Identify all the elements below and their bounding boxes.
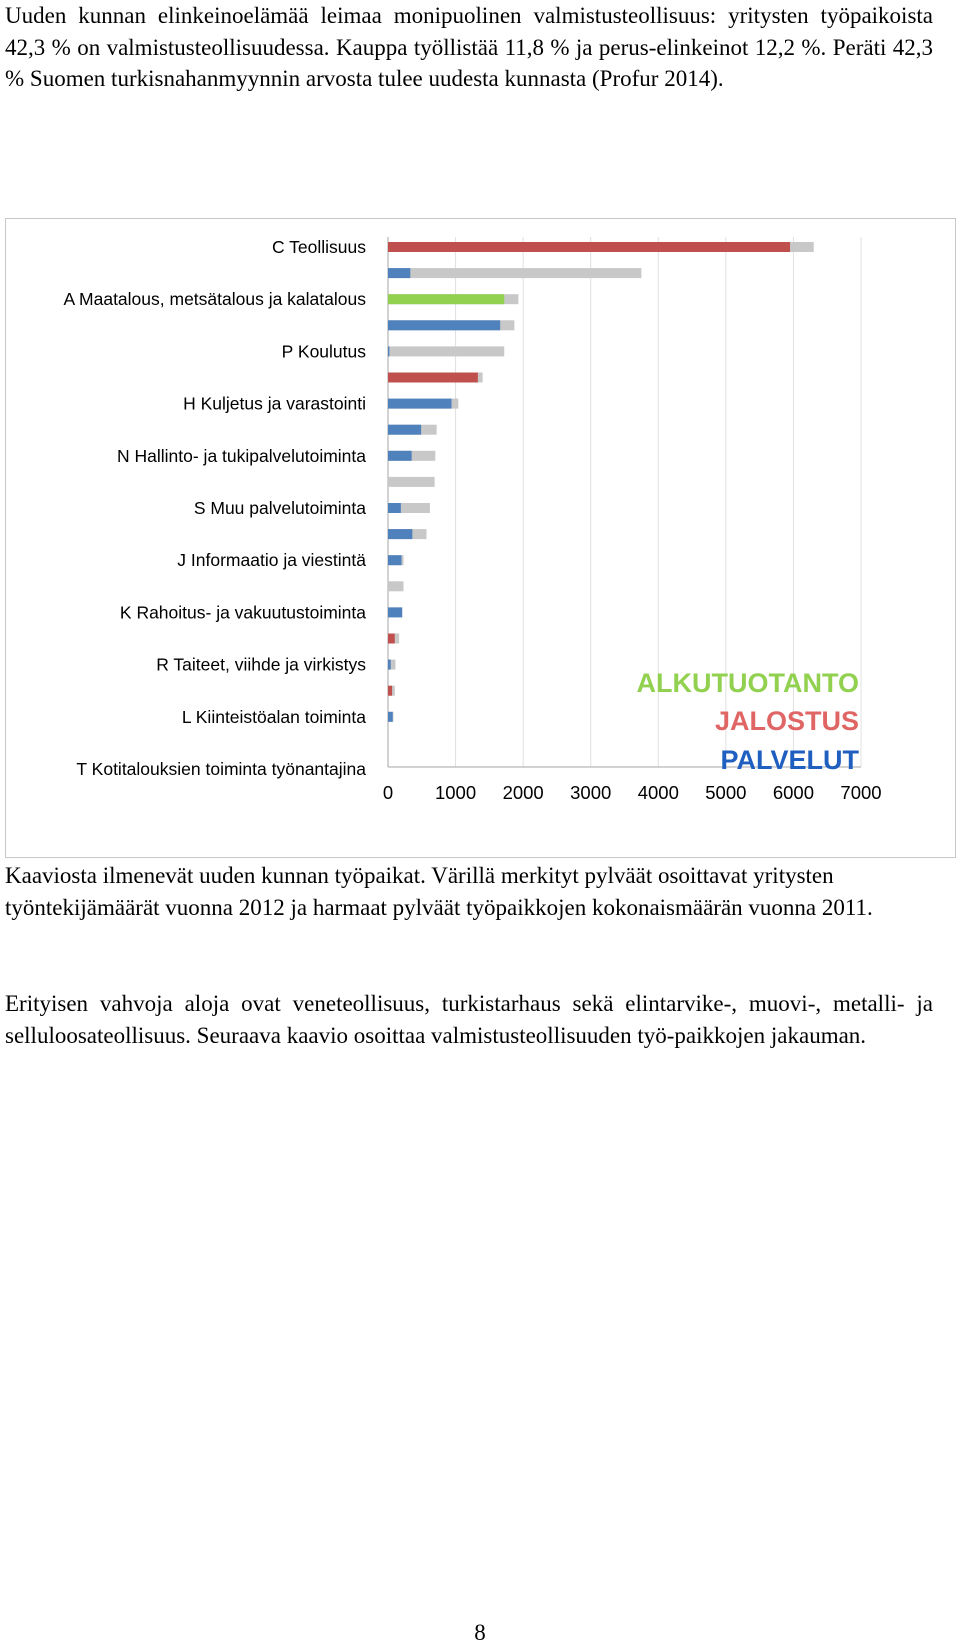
x-tick-label: 5000 [705,782,747,803]
chart-svg [6,219,954,856]
value-bar-jalostus [388,373,478,383]
category-label: T Kotitalouksien toiminta työnantajina [76,759,366,779]
page-number: 8 [474,1620,486,1645]
x-tick-label: 7000 [840,782,882,803]
value-bar-palvelut [388,555,402,565]
total-bar [388,581,404,591]
legend-entry-jalostus: JALOSTUS [714,706,859,736]
x-tick-label: 4000 [637,782,679,803]
value-bar-palvelut [388,529,412,539]
legend-entry-alkutuotanto: ALKUTUOTANTO [636,668,859,698]
category-label: J Informaatio ja viestintä [177,550,366,571]
x-tick-label: 1000 [434,782,477,803]
value-bar-palvelut [388,451,412,461]
total-bar [388,268,641,278]
category-label: L Kiinteistöalan toiminta [181,706,366,727]
value-bar-jalostus [388,634,395,644]
category-label: S Muu palvelutoiminta [193,498,366,518]
total-bar [388,346,504,356]
x-tick-label: 2000 [502,782,544,803]
value-bar-palvelut [388,660,391,670]
x-tick-label: 0 [382,782,394,803]
closing-paragraph: Erityisen vahvoja aloja ovat veneteollisuus, turkistarhaus sekä elintarvike-, muovi-, metalli- ja selluloosateollisuus. Seuraava kaavio osoittaa valmistusteollisuuden työ-paikkojen jakauman. [5,991,933,1048]
value-bar-alkutuotanto [388,294,504,304]
value-bar-palvelut [388,425,421,435]
category-label: K Rahoitus- ja vakuutustoiminta [119,602,366,623]
intro-paragraph: Uuden kunnan elinkeinoelämää leimaa monipuolinen valmistusteollisuus: yritysten työpaikoista 42,3 % on valmistusteollisuudessa. Kauppa työllistää 11,8 % ja perus-elinkeinot 12,2 %. Peräti 42,3 % Suomen turkisnahanmyynnin arvosta tulee uudesta kunnasta (Profur 2014). [5,3,933,91]
category-label: P Koulutus [281,341,366,362]
employment-chart [5,218,956,858]
total-bar [388,477,435,487]
category-label: C Teollisuus [271,237,366,257]
x-tick-label: 6000 [772,782,815,803]
value-bar-palvelut [388,268,410,278]
value-bar-palvelut [388,607,402,617]
category-label: A Maatalous, metsätalous ja kalatalous [63,289,366,310]
value-bar-jalostus [388,242,790,252]
category-label: H Kuljetus ja varastointi [183,393,366,414]
chart-caption: Kaaviosta ilmenevät uuden kunnan työpaikat. Värillä merkityt pylväät osoittavat yritysten työntekijämäärät vuonna 2012 ja harmaat pylväät työpaikkojen kokonaismäärän vuonna 2011. [5,863,873,920]
category-label: R Taiteet, viihde ja virkistys [156,654,366,675]
value-bar-palvelut [388,346,389,356]
value-bar-palvelut [388,712,393,722]
category-label: N Hallinto- ja tukipalvelutoiminta [117,445,366,466]
value-bar-palvelut [388,503,401,513]
value-bar-palvelut [388,320,500,330]
value-bar-jalostus [388,686,392,696]
legend-entry-palvelut: PALVELUT [720,745,859,775]
x-tick-label: 3000 [570,782,612,803]
value-bar-palvelut [388,399,452,409]
